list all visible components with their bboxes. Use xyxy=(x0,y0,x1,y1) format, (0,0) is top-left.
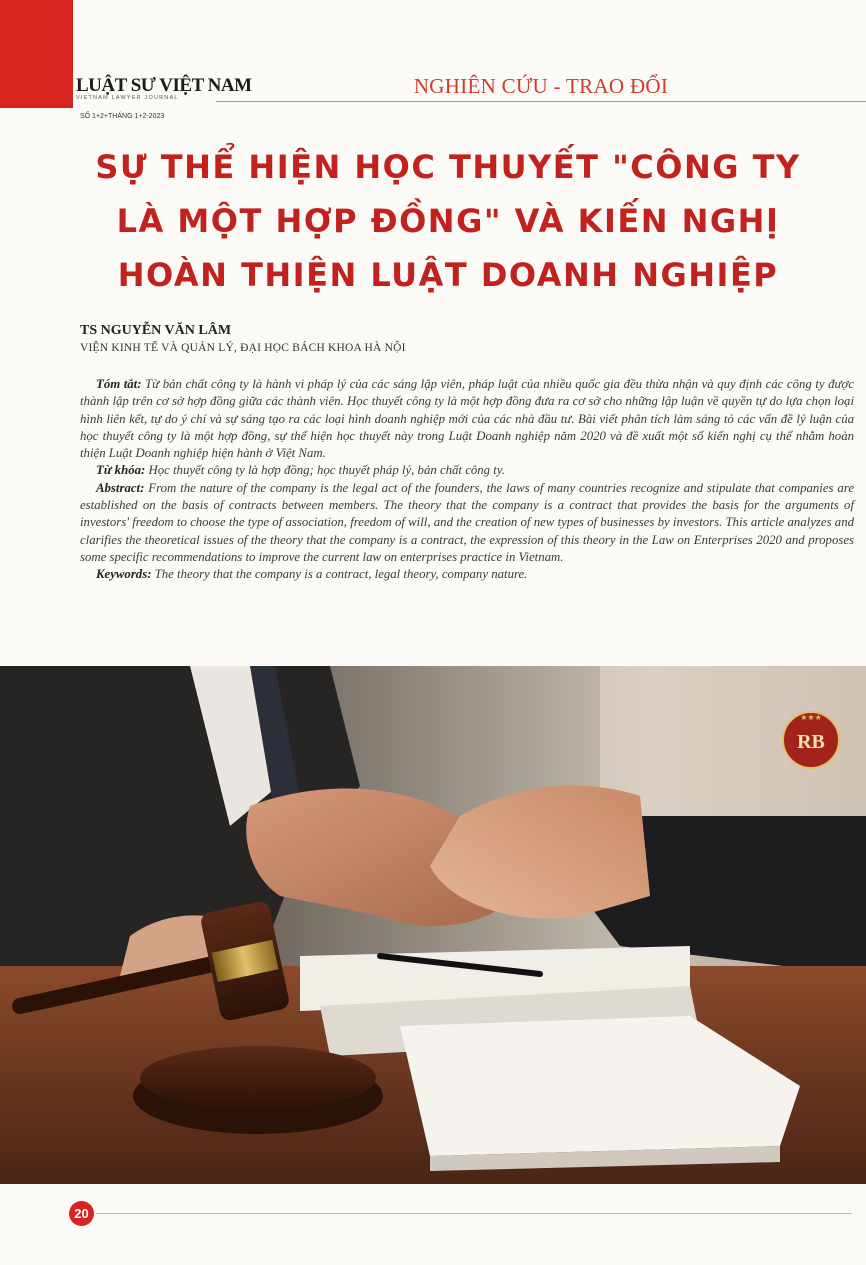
keywords-vi-label: Từ khóa: xyxy=(96,463,146,478)
abstract-en xyxy=(80,480,854,566)
masthead-title: LUẬT SƯ VIỆT NAM xyxy=(76,75,252,96)
abstract-block xyxy=(80,376,854,584)
keywords-vi-text: Học thuyết công ty là hợp đồng; học thuyết pháp lý, bản chất công ty. xyxy=(145,463,505,478)
gavel-block-top xyxy=(140,1046,376,1110)
section-title-text: NGHIÊN CỨU - TRAO ĐỔI xyxy=(400,74,682,98)
rb-badge-text: RB xyxy=(797,731,825,753)
headline-line-1: SỰ THỂ HIỆN HỌC THUYẾT "CÔNG TY xyxy=(95,148,801,186)
summary-vi xyxy=(80,376,854,462)
abstract-en-text: From the nature of the company is the legal act of the founders, the laws of many countries recognize and stipulate that companies are established on the basis of contracts between members. The theory that the company is a contract that provides the basis for the arguments of investors' freedom to choose the type of association, freedom of will, and the creation of new types of businesses by investors. This article analyzes and clarifies the theoretical issues of the theory that the company is a contract, the expression of this theory in the Law on Enterprises 2020 and proposes some specific recommendations to improve the current law on enterprises practice in Vietnam. xyxy=(80,480,854,564)
author-affiliation: VIỆN KINH TẾ VÀ QUẢN LÝ, ĐẠI HỌC BÁCH KHOA HÀ NỘI xyxy=(80,342,406,354)
keywords-en-text: The theory that the company is a contract, legal theory, company nature. xyxy=(151,567,528,582)
handshake-gavel-photo xyxy=(0,666,866,1184)
summary-vi-label: Tóm tắt: xyxy=(96,377,142,391)
badge-stars-icon: ★★★ xyxy=(800,713,822,722)
section-divider xyxy=(216,101,866,102)
headline-line-2: LÀ MỘT HỢP ĐỒNG" VÀ KIẾN NGHỊ xyxy=(116,202,780,240)
abstract-en-label: Abstract: xyxy=(96,480,145,495)
author-name: TS NGUYỄN VĂN LÂM xyxy=(80,323,232,338)
article-headline xyxy=(60,140,836,302)
headline-line-3: HOÀN THIỆN LUẬT DOANH NGHIỆP xyxy=(117,256,779,294)
footer-rule xyxy=(96,1213,852,1214)
keywords-vi xyxy=(80,462,854,479)
section-title xyxy=(216,74,866,99)
keywords-en xyxy=(80,566,854,583)
issue-number: SỐ 1+2+THÁNG 1+2-2023 xyxy=(80,113,165,120)
summary-vi-text: Từ bản chất công ty là hành vi pháp lý của các sáng lập viên, pháp luật của nhiều quốc gia đều thừa nhận và quy định các công ty được thành lập trên cơ sở hợp đồng giữa các thành viên. Học thuyết công ty là một hợp đồng đưa ra cơ sở cho những lập luận về quyền tự do lựa chọn loại hình liên kết, tự do ý chí và sự sáng tạo ra các loại hình doanh nghiệp mới của các nhà đầu tư. Bài viết phân tích làm sáng tỏ các vấn đề lý luận của học thuyết công ty là một hợp đồng, sự thể hiện học thuyết này trong Luật Doanh nghiệp năm 2020 và đề xuất một số kiến nghị cụ thể nhằm hoàn thiện Luật Doanh nghiệp hiện hành ở Việt Nam. xyxy=(80,377,854,461)
masthead xyxy=(76,75,252,101)
photo-illustration xyxy=(0,666,866,1184)
masthead-subtitle: VIETNAM LAWYER JOURNAL xyxy=(76,95,179,101)
keywords-en-label: Keywords: xyxy=(96,567,152,582)
page-number: 20 xyxy=(69,1201,94,1226)
red-corner-tab xyxy=(0,0,73,108)
